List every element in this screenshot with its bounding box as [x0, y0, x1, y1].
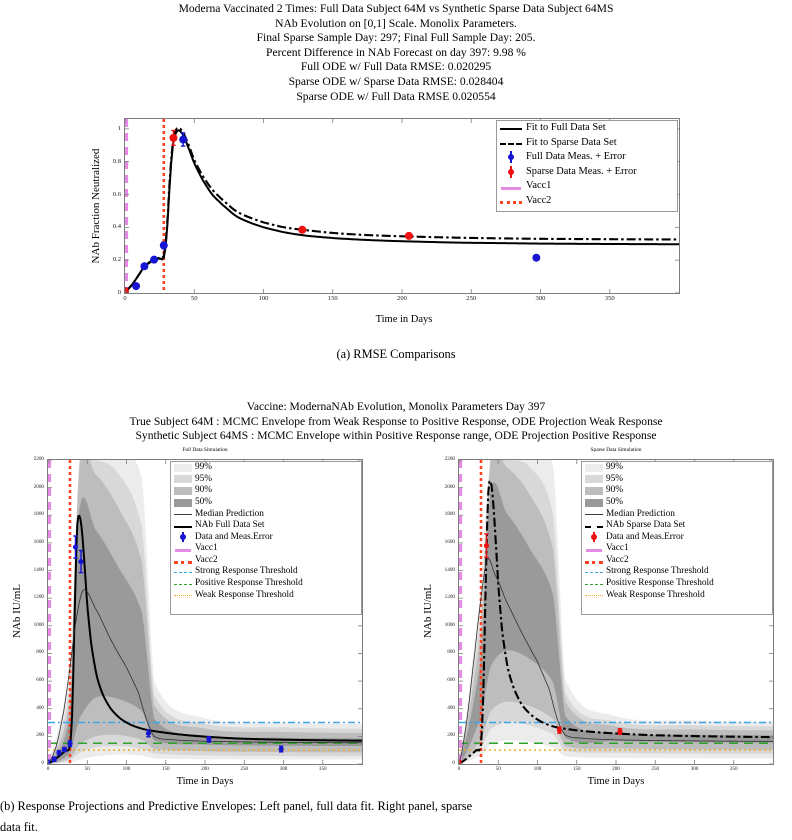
chart-bl-legend: [170, 461, 362, 615]
x-tick-label: 0: [123, 295, 127, 302]
y-tick-label: 1400: [444, 566, 455, 573]
panel-b-title-line-3: Synthetic Subject 64MS : MCMC Envelope within Positive Response range, ODE Projection Positive Response: [135, 429, 657, 443]
legend-key-positive-threshold: [584, 579, 604, 589]
legend-item-label: Weak Response Threshold: [195, 589, 294, 600]
legend-key-vacc2: [173, 556, 193, 566]
legend-item[interactable]: [582, 462, 772, 474]
y-tick-label: 400: [36, 704, 44, 711]
positive-threshold-key: [174, 584, 192, 585]
legend-item-label: 95%: [195, 473, 213, 484]
legend-item-label: Positive Response Threshold: [606, 578, 714, 589]
strong-threshold-key: [174, 572, 192, 573]
y-tick-label: 1: [117, 124, 121, 132]
legend-item-label: NAb Full Data Set: [195, 520, 265, 531]
x-tick-label: 300: [535, 295, 546, 302]
vacc1-line-key: [586, 549, 602, 552]
envelope-swatch: [585, 464, 603, 472]
x-tick-label: 350: [729, 766, 738, 772]
legend-item-label: Full Data Meas. + Error: [526, 151, 626, 163]
dashdot-line-key: [585, 526, 603, 528]
x-tick-label: 150: [161, 766, 170, 772]
y-tick-label: 0.2: [112, 256, 121, 264]
chart-br-legend: [581, 461, 773, 615]
x-tick-label: 100: [122, 766, 131, 772]
legend-item-label: 50%: [606, 496, 624, 507]
y-tick-label: 1200: [33, 594, 44, 601]
dashdot-line-key: [500, 143, 522, 145]
weak-threshold-key: [585, 595, 603, 596]
envelope-swatch: [174, 499, 192, 507]
legend-item-label: Median Prediction: [606, 508, 675, 519]
legend-item[interactable]: [171, 508, 361, 520]
solid-line-key: [174, 526, 192, 528]
legend-key-vacc2: [584, 556, 604, 566]
figure-title-line-6: Sparse ODE w/ Sparse Data RMSE: 0.028404: [288, 74, 504, 88]
y-tick-label: 1800: [33, 511, 44, 518]
vacc2-line-key: [585, 561, 603, 564]
legend-item-label: Strong Response Threshold: [606, 566, 709, 577]
legend-item[interactable]: [171, 497, 361, 509]
x-tick-label: 250: [651, 766, 660, 772]
legend-key-envelope: [173, 486, 193, 496]
y-tick-label: 600: [447, 677, 455, 684]
legend-item[interactable]: [582, 578, 772, 590]
chart-br-y-axis-label: NAb IU/mL: [422, 583, 434, 639]
legend-item-label: 90%: [195, 485, 213, 496]
positive-threshold-key: [585, 584, 603, 585]
legend-item[interactable]: [582, 520, 772, 532]
legend-key-strong-threshold: [173, 567, 193, 577]
legend-item-label: Data and Meas.Error: [606, 531, 684, 542]
x-tick-label: 100: [258, 295, 269, 302]
legend-item[interactable]: [171, 532, 361, 544]
envelope-swatch: [585, 487, 603, 495]
legend-item[interactable]: [582, 497, 772, 509]
chart-a-y-axis-label: NAb Fraction Neutralized: [90, 148, 102, 264]
legend-item-label: Median Prediction: [195, 508, 264, 519]
x-tick-label: 0: [46, 766, 50, 772]
legend-item[interactable]: [497, 136, 677, 151]
chart-br-title: Sparse Data Simulation: [590, 447, 642, 453]
vacc2-line-key: [174, 561, 192, 564]
caption-a: (a) RMSE Comparisons: [336, 347, 456, 361]
legend-item[interactable]: [171, 485, 361, 497]
figure-title-line-7: Sparse ODE w/ Full Data RMSE 0.020554: [296, 89, 496, 103]
y-tick-label: 200: [447, 732, 455, 739]
legend-key-data-marker: [584, 532, 604, 542]
y-tick-label: 2000: [33, 483, 44, 490]
data-marker-key: [591, 534, 597, 540]
legend-key-envelope: [584, 498, 604, 508]
strong-threshold-key: [585, 572, 603, 573]
caption-b-line1: (b) Response Projections and Predictive Envelopes: Left panel, full data fit. Right panel, sparse: [0, 799, 473, 813]
y-tick-label: 1000: [33, 621, 44, 628]
legend-key-envelope: [584, 463, 604, 473]
x-tick-label: 200: [612, 766, 620, 772]
x-tick-label: 0: [457, 766, 461, 772]
legend-item-label: NAb Sparse Data Set: [606, 520, 686, 531]
chart-a-x-axis-label: Time in Days: [375, 314, 433, 325]
legend-item-label: Vacc2: [195, 554, 218, 565]
x-tick-label: 250: [466, 295, 477, 302]
x-tick-label: 350: [604, 295, 615, 302]
figure-title-line-1: Moderna Vaccinated 2 Times: Full Data Subject 64M vs Synthetic Sparse Data Subject 64MS: [178, 2, 614, 15]
legend-item[interactable]: [582, 543, 772, 555]
legend-item-label: 50%: [195, 496, 213, 507]
legend-item[interactable]: [497, 165, 677, 180]
x-tick-label: 200: [201, 766, 209, 772]
y-tick-label: 0.6: [112, 190, 121, 198]
legend-key-strong-threshold: [584, 567, 604, 577]
legend-item-label: Fit to Full Data Set: [526, 122, 606, 134]
x-tick-label: 350: [318, 766, 327, 772]
y-tick-label: 600: [36, 677, 44, 684]
legend-key-median-line: [584, 509, 604, 519]
x-tick-label: 200: [397, 295, 407, 302]
legend-key-dashed-line: [499, 137, 523, 149]
panel-b-title-line-2: True Subject 64M : MCMC Envelope from Weak Response to Positive Response, ODE Projection Weak Response: [129, 414, 663, 428]
x-tick-label: 50: [495, 766, 501, 772]
legend-key-envelope: [173, 498, 193, 508]
thin-line-key: [585, 514, 603, 515]
legend-item-label: Vacc2: [526, 195, 552, 207]
envelope-swatch: [174, 487, 192, 495]
figure-title-line-5: Full ODE w/ Full Data RMSE: 0.020295: [300, 60, 492, 74]
x-tick-label: 150: [572, 766, 581, 772]
legend-key-data-marker: [499, 151, 523, 163]
legend-item[interactable]: [582, 590, 772, 602]
y-tick-label: 2000: [444, 483, 455, 490]
legend-item[interactable]: [171, 578, 361, 590]
x-tick-label: 50: [84, 766, 90, 772]
legend-item-label: Strong Response Threshold: [195, 566, 298, 577]
legend-item[interactable]: [171, 566, 361, 578]
data-marker-key: [180, 534, 186, 540]
legend-item-label: Vacc2: [606, 554, 629, 565]
legend-item-label: Vacc1: [526, 180, 552, 192]
legend-item[interactable]: [171, 520, 361, 532]
thin-line-key: [174, 514, 192, 515]
legend-item-label: 90%: [606, 485, 624, 496]
chart-br-x-axis-label: Time in Days: [587, 776, 645, 787]
legend-item[interactable]: [497, 179, 677, 194]
y-tick-label: 1600: [444, 538, 455, 545]
x-tick-label: 300: [690, 766, 699, 772]
legend-item[interactable]: [582, 566, 772, 578]
legend-item-label: Positive Response Threshold: [195, 578, 303, 589]
vacc1-line-key: [501, 187, 521, 190]
y-tick-label: 0: [452, 760, 455, 766]
legend-item[interactable]: [582, 508, 772, 520]
legend-item[interactable]: [171, 462, 361, 474]
legend-item[interactable]: [171, 474, 361, 486]
figure-title-line-4: Percent Difference in NAb Forecast on day 397: 9.98 %: [266, 45, 526, 59]
envelope-swatch: [174, 464, 192, 472]
y-tick-label: 200: [36, 732, 44, 739]
legend-key-weak-threshold: [173, 590, 193, 600]
legend-key-envelope: [173, 463, 193, 473]
legend-key-envelope: [584, 474, 604, 484]
legend-item-label: Vacc1: [606, 543, 629, 554]
legend-key-data-marker: [173, 532, 193, 542]
legend-key-envelope: [173, 474, 193, 484]
legend-key-vacc1: [584, 544, 604, 554]
y-tick-label: 1000: [444, 621, 455, 628]
legend-item-label: Data and Meas.Error: [195, 531, 273, 542]
weak-threshold-key: [174, 595, 192, 596]
envelope-swatch: [174, 475, 192, 483]
x-tick-label: 100: [533, 766, 542, 772]
legend-item[interactable]: [582, 485, 772, 497]
chart-a-legend: [496, 120, 678, 212]
figure-title-block: [0, 2, 792, 104]
legend-item[interactable]: [582, 474, 772, 486]
caption-b-line2: data fit.: [0, 820, 38, 834]
legend-item[interactable]: [497, 121, 677, 136]
legend-key-solid-line: [499, 122, 523, 134]
y-tick-label: 1800: [444, 511, 455, 518]
legend-item-label: Vacc1: [195, 543, 218, 554]
legend-key-solid-line: [173, 521, 193, 531]
legend-item-label: 95%: [606, 473, 624, 484]
figure-title-line-3: Final Sparse Sample Day: 297; Final Full Sample Day: 205.: [256, 31, 536, 45]
legend-item-label: 99%: [606, 462, 624, 473]
figure-title-line-2: NAb Evolution on [0,1] Scale. Monolix Parameters.: [275, 16, 517, 30]
legend-key-envelope: [584, 486, 604, 496]
legend-item[interactable]: [497, 150, 677, 165]
vacc1-line-key: [175, 549, 191, 552]
chart-bl-title: Full Data Simulation: [182, 447, 228, 453]
envelope-swatch: [585, 475, 603, 483]
y-tick-label: 1400: [33, 566, 44, 573]
legend-key-weak-threshold: [584, 590, 604, 600]
y-tick-label: 0: [117, 289, 121, 296]
legend-item[interactable]: [171, 555, 361, 567]
legend-key-dashed-line: [584, 521, 604, 531]
vacc2-line-key: [500, 201, 522, 204]
legend-key-vacc1: [173, 544, 193, 554]
y-tick-label: 1200: [444, 594, 455, 601]
legend-item[interactable]: [582, 555, 772, 567]
x-tick-label: 150: [327, 295, 338, 302]
legend-key-data-marker: [499, 166, 523, 178]
legend-key-vacc1: [499, 181, 523, 193]
y-tick-label: 2200: [33, 456, 44, 462]
legend-item-label: 99%: [195, 462, 213, 473]
y-tick-label: 800: [36, 649, 44, 656]
panel-b-title-line-1: Vaccine: ModernaNAb Evolution, Monolix Parameters Day 397: [246, 400, 546, 413]
legend-item-label: Fit to Sparse Data Set: [526, 136, 617, 148]
y-tick-label: 2200: [444, 456, 455, 462]
data-marker-key: [508, 169, 514, 175]
x-tick-label: 300: [279, 766, 288, 772]
legend-item-label: Weak Response Threshold: [606, 589, 705, 600]
legend-item[interactable]: [582, 532, 772, 544]
legend-item[interactable]: [171, 590, 361, 602]
envelope-swatch: [585, 499, 603, 507]
legend-key-positive-threshold: [173, 579, 193, 589]
y-tick-label: 400: [447, 704, 455, 711]
y-tick-label: 0: [41, 760, 44, 766]
x-tick-label: 50: [190, 295, 198, 302]
chart-bl-x-axis-label: Time in Days: [176, 776, 234, 787]
solid-line-key: [500, 128, 522, 130]
legend-item-label: Sparse Data Meas. + Error: [526, 165, 637, 177]
y-tick-label: 0.8: [112, 157, 121, 165]
y-tick-label: 0.4: [112, 223, 121, 231]
legend-item[interactable]: [171, 543, 361, 555]
y-tick-label: 800: [447, 649, 455, 656]
y-tick-label: 1600: [33, 538, 44, 545]
legend-item[interactable]: [497, 194, 677, 209]
chart-bl-y-axis-label: NAb IU/mL: [11, 583, 23, 639]
panel-b-title-block: [0, 400, 792, 444]
legend-key-median-line: [173, 509, 193, 519]
x-tick-label: 250: [240, 766, 249, 772]
legend-key-vacc2: [499, 195, 523, 207]
data-marker-key: [508, 154, 514, 160]
